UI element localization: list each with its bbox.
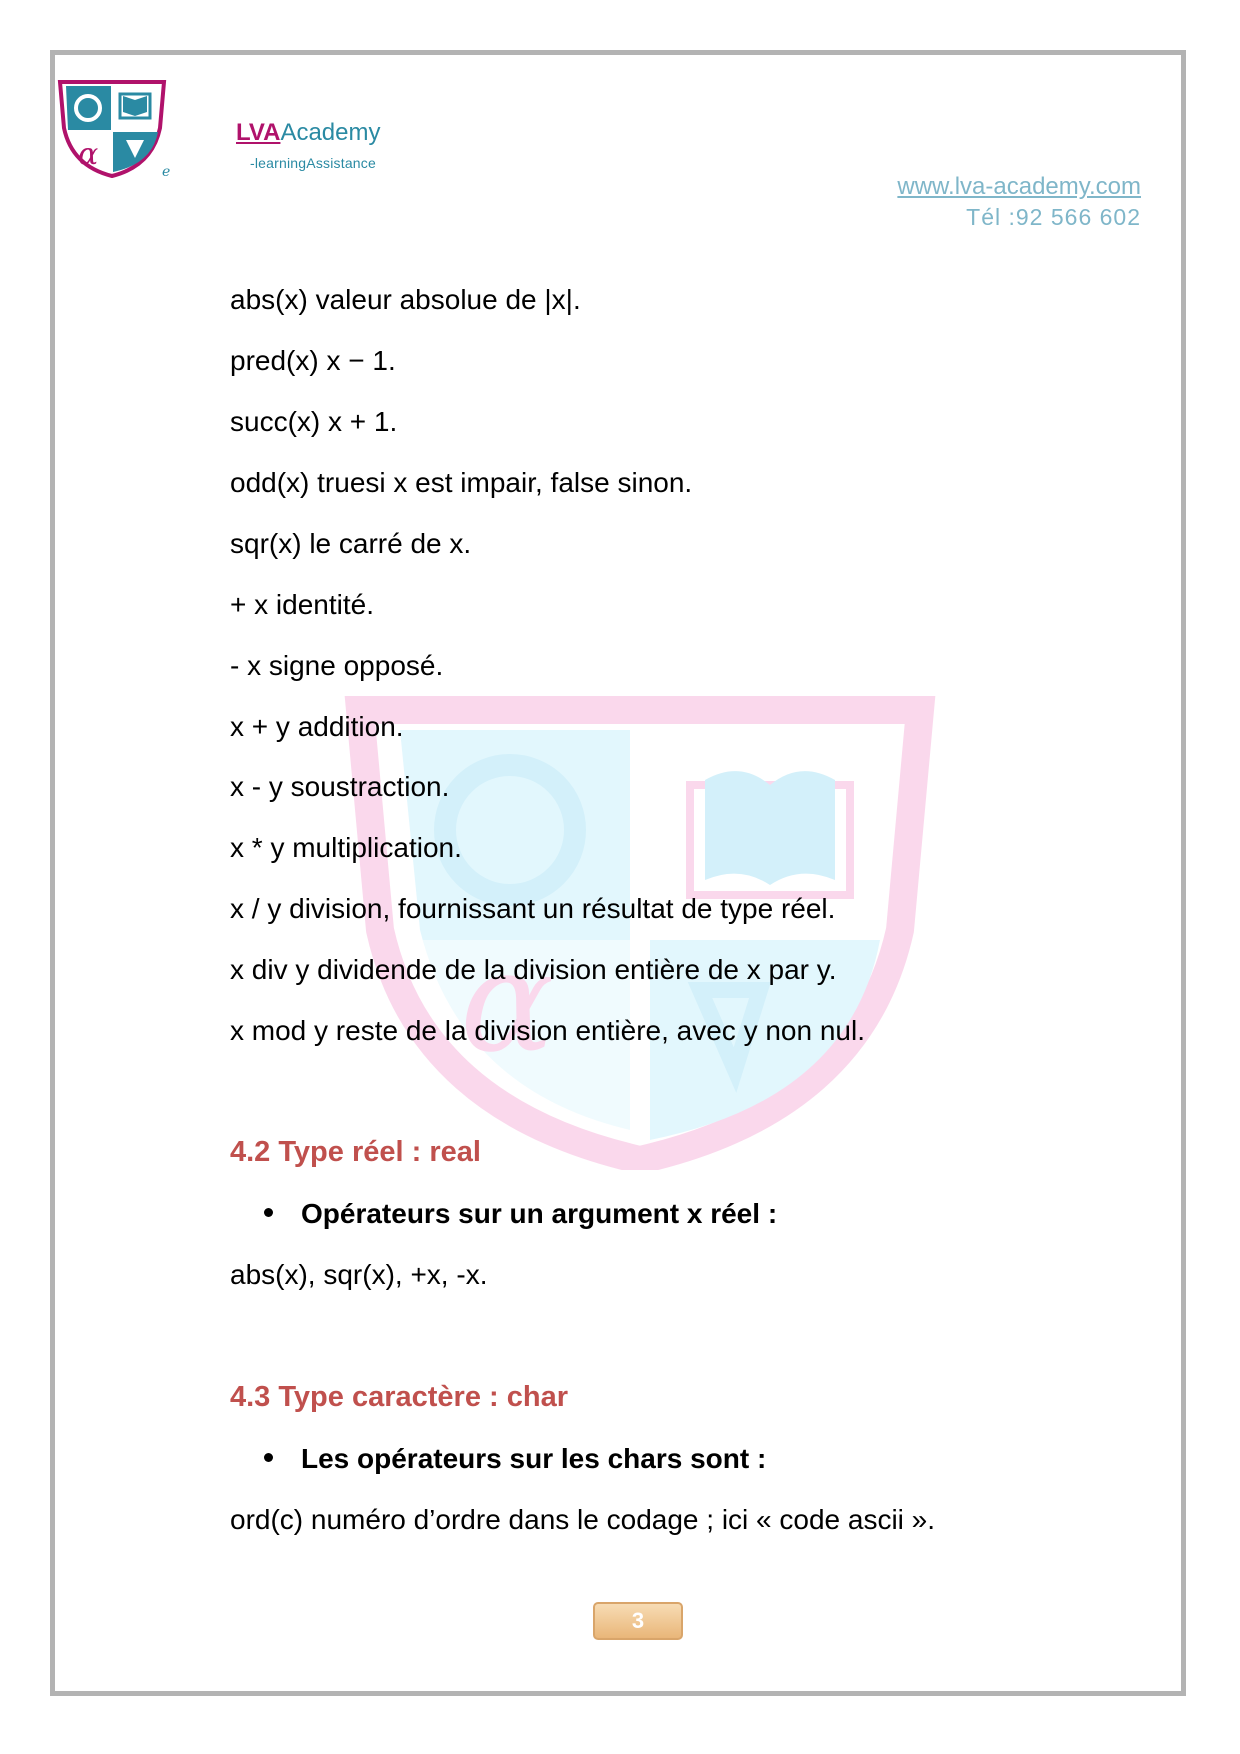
operator-line: - x signe opposé.: [230, 650, 444, 681]
operator-line: pred(x) x − 1.: [230, 345, 396, 376]
real-operators-text: abs(x), sqr(x), +x, -x.: [230, 1259, 488, 1290]
bullet-icon: [264, 1453, 273, 1462]
svg-text:α: α: [78, 137, 99, 172]
brand-academy: Academy: [280, 119, 381, 146]
watermark-shield-icon: [340, 690, 940, 1170]
operator-line: x / y division, fournissant un résultat de type réel.: [230, 893, 836, 924]
operator-line: + x identité.: [230, 589, 374, 620]
operator-line: abs(x) valeur absolue de |x|.: [230, 284, 581, 315]
section-heading-real: 4.2 Type réel : real: [230, 1136, 481, 1168]
operator-line: x - y soustraction.: [230, 771, 450, 802]
svg-text:e: e: [162, 164, 171, 178]
operator-line: x mod y reste de la division entière, avec y non nul.: [230, 1015, 866, 1046]
website-link[interactable]: www.lva-academy.com: [897, 173, 1141, 200]
bullet-item-char: [264, 1442, 766, 1476]
bullet-text: Opérateurs sur un argument x réel :: [301, 1198, 778, 1229]
operator-line: succ(x) x + 1.: [230, 406, 398, 437]
operator-line: x * y multiplication.: [230, 832, 462, 863]
bullet-icon: [264, 1208, 273, 1217]
char-operators-text: ord(c) numéro d’ordre dans le codage ; ici « code ascii ».: [230, 1504, 936, 1535]
phone-number: Tél :92 566 602: [966, 204, 1141, 230]
page-number: 3: [593, 1602, 683, 1640]
operator-line: odd(x) truesi x est impair, false sinon.: [230, 467, 693, 498]
bullet-text: Les opérateurs sur les chars sont :: [301, 1443, 767, 1474]
lva-logo-icon: [56, 78, 176, 178]
operator-line: x + y addition.: [230, 711, 404, 742]
bullet-item-real: [264, 1197, 777, 1231]
operator-line: x div y dividende de la division entière de x par y.: [230, 954, 837, 985]
section-heading-char: 4.3 Type caractère : char: [230, 1381, 568, 1413]
brand-name: [236, 119, 380, 147]
operator-line: sqr(x) le carré de x.: [230, 528, 472, 559]
brand-tagline: -learningAssistance: [250, 155, 376, 171]
contact-block: [897, 172, 1141, 232]
brand-lva: LVA: [236, 119, 281, 146]
svg-text:α: α: [460, 921, 555, 1084]
